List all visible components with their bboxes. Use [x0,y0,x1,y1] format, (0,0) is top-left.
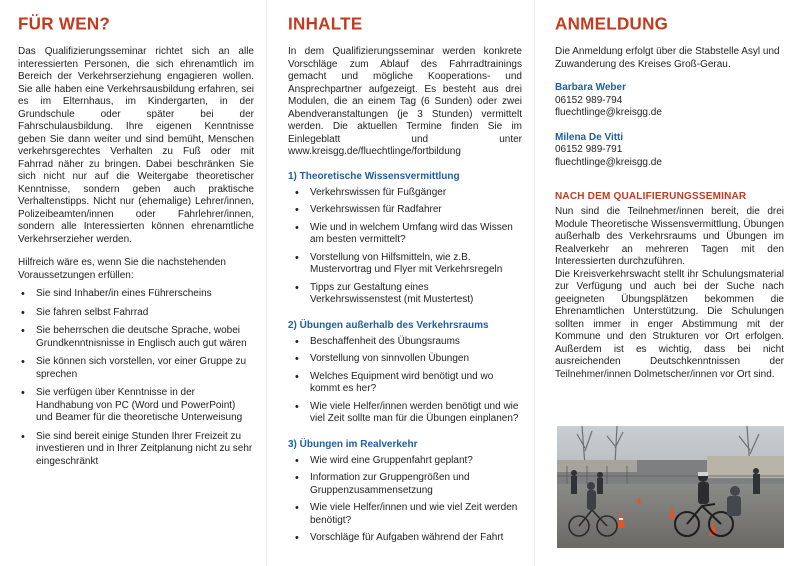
list-item: • Welches Equipment wird benötigt und wo kommt es her? [292,371,522,396]
section3-title: 3) Übungen im Realverkehr [288,438,418,450]
list-item: • Wie wird eine Gruppenfahrt geplant? [292,455,522,468]
heading-nach-dem-seminar: NACH DEM QUALIFIERUNGSSEMINAR [555,191,747,202]
list-item: • Wie und in welchem Umfang wird das Wissen am besten vermittelt? [292,222,522,247]
contact-block [555,82,784,120]
section2-title: 2) Übungen außerhalb des Verkehrsraums [288,319,489,331]
list-item: • Wie viele Helfer/innen werden benötigt und wie viel Zeit sollte man für die Übungen einplanen? [292,401,522,426]
intro-paragraph: Das Qualifizierungsseminar richtet sich an alle interessierten Personen, die sich ehrenamtlich im Bereich der Verkehrserziehung engagieren wollen. Sie alle haben eine Verkehrsausbildung erfahren, sei es im Elternhaus, im Kindergarten, in der Grundschule oder später bei der Fahrschulausbildung. Ihre eigenen Kenntnisse geben Sie dann weiter und sind bemüht, Menschen verkehrsgerechtes Verhalten zu Fuß oder mit Fahrrad näher zu bringen. Dabei beschränken Sie sich nicht nur auf die Weitergabe theoretischer Kenntnisse, sondern geben auch praktische Verhaltenstipps. Nicht nur (ehemalige) Lehrer/innen, Polizeibeamten/innen oder Fahrlehrer/innen, sondern alle Interessierten können ehrenamtliche Verkehrserzieher werden. [18,46,254,245]
contact-email: fluechtlinge@kreisgg.de [555,107,662,118]
list-item: • Sie verfügen über Kenntnisse in der Handhabung von PC (Word und PowerPoint) und Beamer für die theoretische Unterweisung [18,387,254,425]
list-item: • Vorstellung von sinnvollen Übungen [292,353,522,366]
fold-line-left [266,0,267,566]
contact-name: Barbara Weber [555,82,626,93]
list-item: • Vorschläge für Aufgaben während der Fahrt [292,532,522,545]
list-item: • Sie sind bereit einige Stunden Ihrer Freizeit zu investieren und in Ihrer Zeitplanung nicht zu sehr eingeschränkt [18,431,254,469]
anmeldung-intro: Die Anmeldung erfolgt über die Stabstelle Asyl und Zuwanderung des Kreises Groß-Gerau. [555,46,780,70]
section1-title: 1) Theoretische Wissensvermittlung [288,170,460,182]
photo-illustration [557,426,784,548]
requirements-intro: Hilfreich wäre es, wenn Sie die nachstehenden Voraussetzungen erfüllen: [18,257,226,281]
contact-phone: 06152 989-791 [555,144,623,155]
requirements-list [18,288,254,468]
section3-list [292,455,522,545]
heading-inhalte: INHALTE [288,14,363,34]
list-item: • Information zur Gruppengrößen und Gruppenzusammensetzung [292,472,522,497]
column-inhalte [268,0,532,566]
cycling-training-photo [557,426,784,548]
list-item: • Tipps zur Gestaltung eines Verkehrswissenstest (mit Mustertest) [292,282,522,307]
nach-paragraph-1: Nun sind die Teilnehmer/innen bereit, die drei Module Theoretische Wissensvermittlung, Übungen außerhalb des Verkehrsraums und Übungen im Realverkehr an mehreren Tagen mit den Interessierten durchzuführen. [555,206,784,267]
list-item: • Beschaffenheit des Übungsraums [292,336,522,349]
contact-name: Milena De Vitti [555,131,624,143]
fold-line-right [534,0,535,566]
inhalte-intro: In dem Qualifizierungsseminar werden konkrete Vorschläge zum Ablauf des Fahrradtrainings gemacht und mögliche Kooperations- und Ansprechpartner aufgezeigt. Es besteht aus drei Modulen, die an einem Tag (6 Sunden) oder zwei Abendveranstaltungen (je 3 Stunden) vermittelt werden. Die aktuellen Termine finden Sie im Einlegeblatt und unter www.kreisgg.de/fluechtlinge/fortbildung [288,46,522,157]
list-item: • Sie beherrschen die deutsche Sprache, wobei Grundkenntnisnisse in Englisch auch gut wären [18,325,254,350]
contact-block [555,132,784,170]
column-fuer-wen [0,0,264,566]
heading-anmeldung: ANMELDUNG [555,14,669,34]
list-item: • Verkehrswissen für Radfahrer [292,204,522,217]
list-item: • Verkehrswissen für Fußgänger [292,187,522,200]
contact-email: fluechtlinge@kreisgg.de [555,156,662,168]
list-item: • Sie fahren selbst Fahrrad [18,307,254,320]
list-item: • Sie können sich vorstellen, vor einer Gruppe zu sprechen [18,356,254,381]
list-item: • Vorstellung von Hilfsmitteln, wie z.B. Mustervortrag und Flyer mit Verkehrsregeln [292,252,522,277]
list-item: • Sie sind Inhaber/in eines Führerscheins [18,288,254,301]
list-item: • Wie viele Helfer/innen und wie viel Zeit werden benötigt? [292,502,522,527]
section2-list [292,336,522,426]
nach-paragraph-2: Die Kreisverkehrswacht stellt ihr Schulungsmaterial zur Verfügung und auch bei der Suche nach geeigneten Übungsplätzen bekommen die Ehrenamtlichen Unterstützung. Die Schulungen sollten immer in enger Abstimmung mit der Kommune und den Strukturen vor Ort erfolgen. Außerdem ist es wichtig, dass bei nicht ausreichenden Deutschkenntnissen der Teilnehmer/innen Dolmetscher/innen vor Ort sind. [555,268,784,380]
contact-phone: 06152 989-794 [555,94,623,106]
heading-fuer-wen: FÜR WEN? [18,14,111,34]
section1-list [292,187,522,307]
